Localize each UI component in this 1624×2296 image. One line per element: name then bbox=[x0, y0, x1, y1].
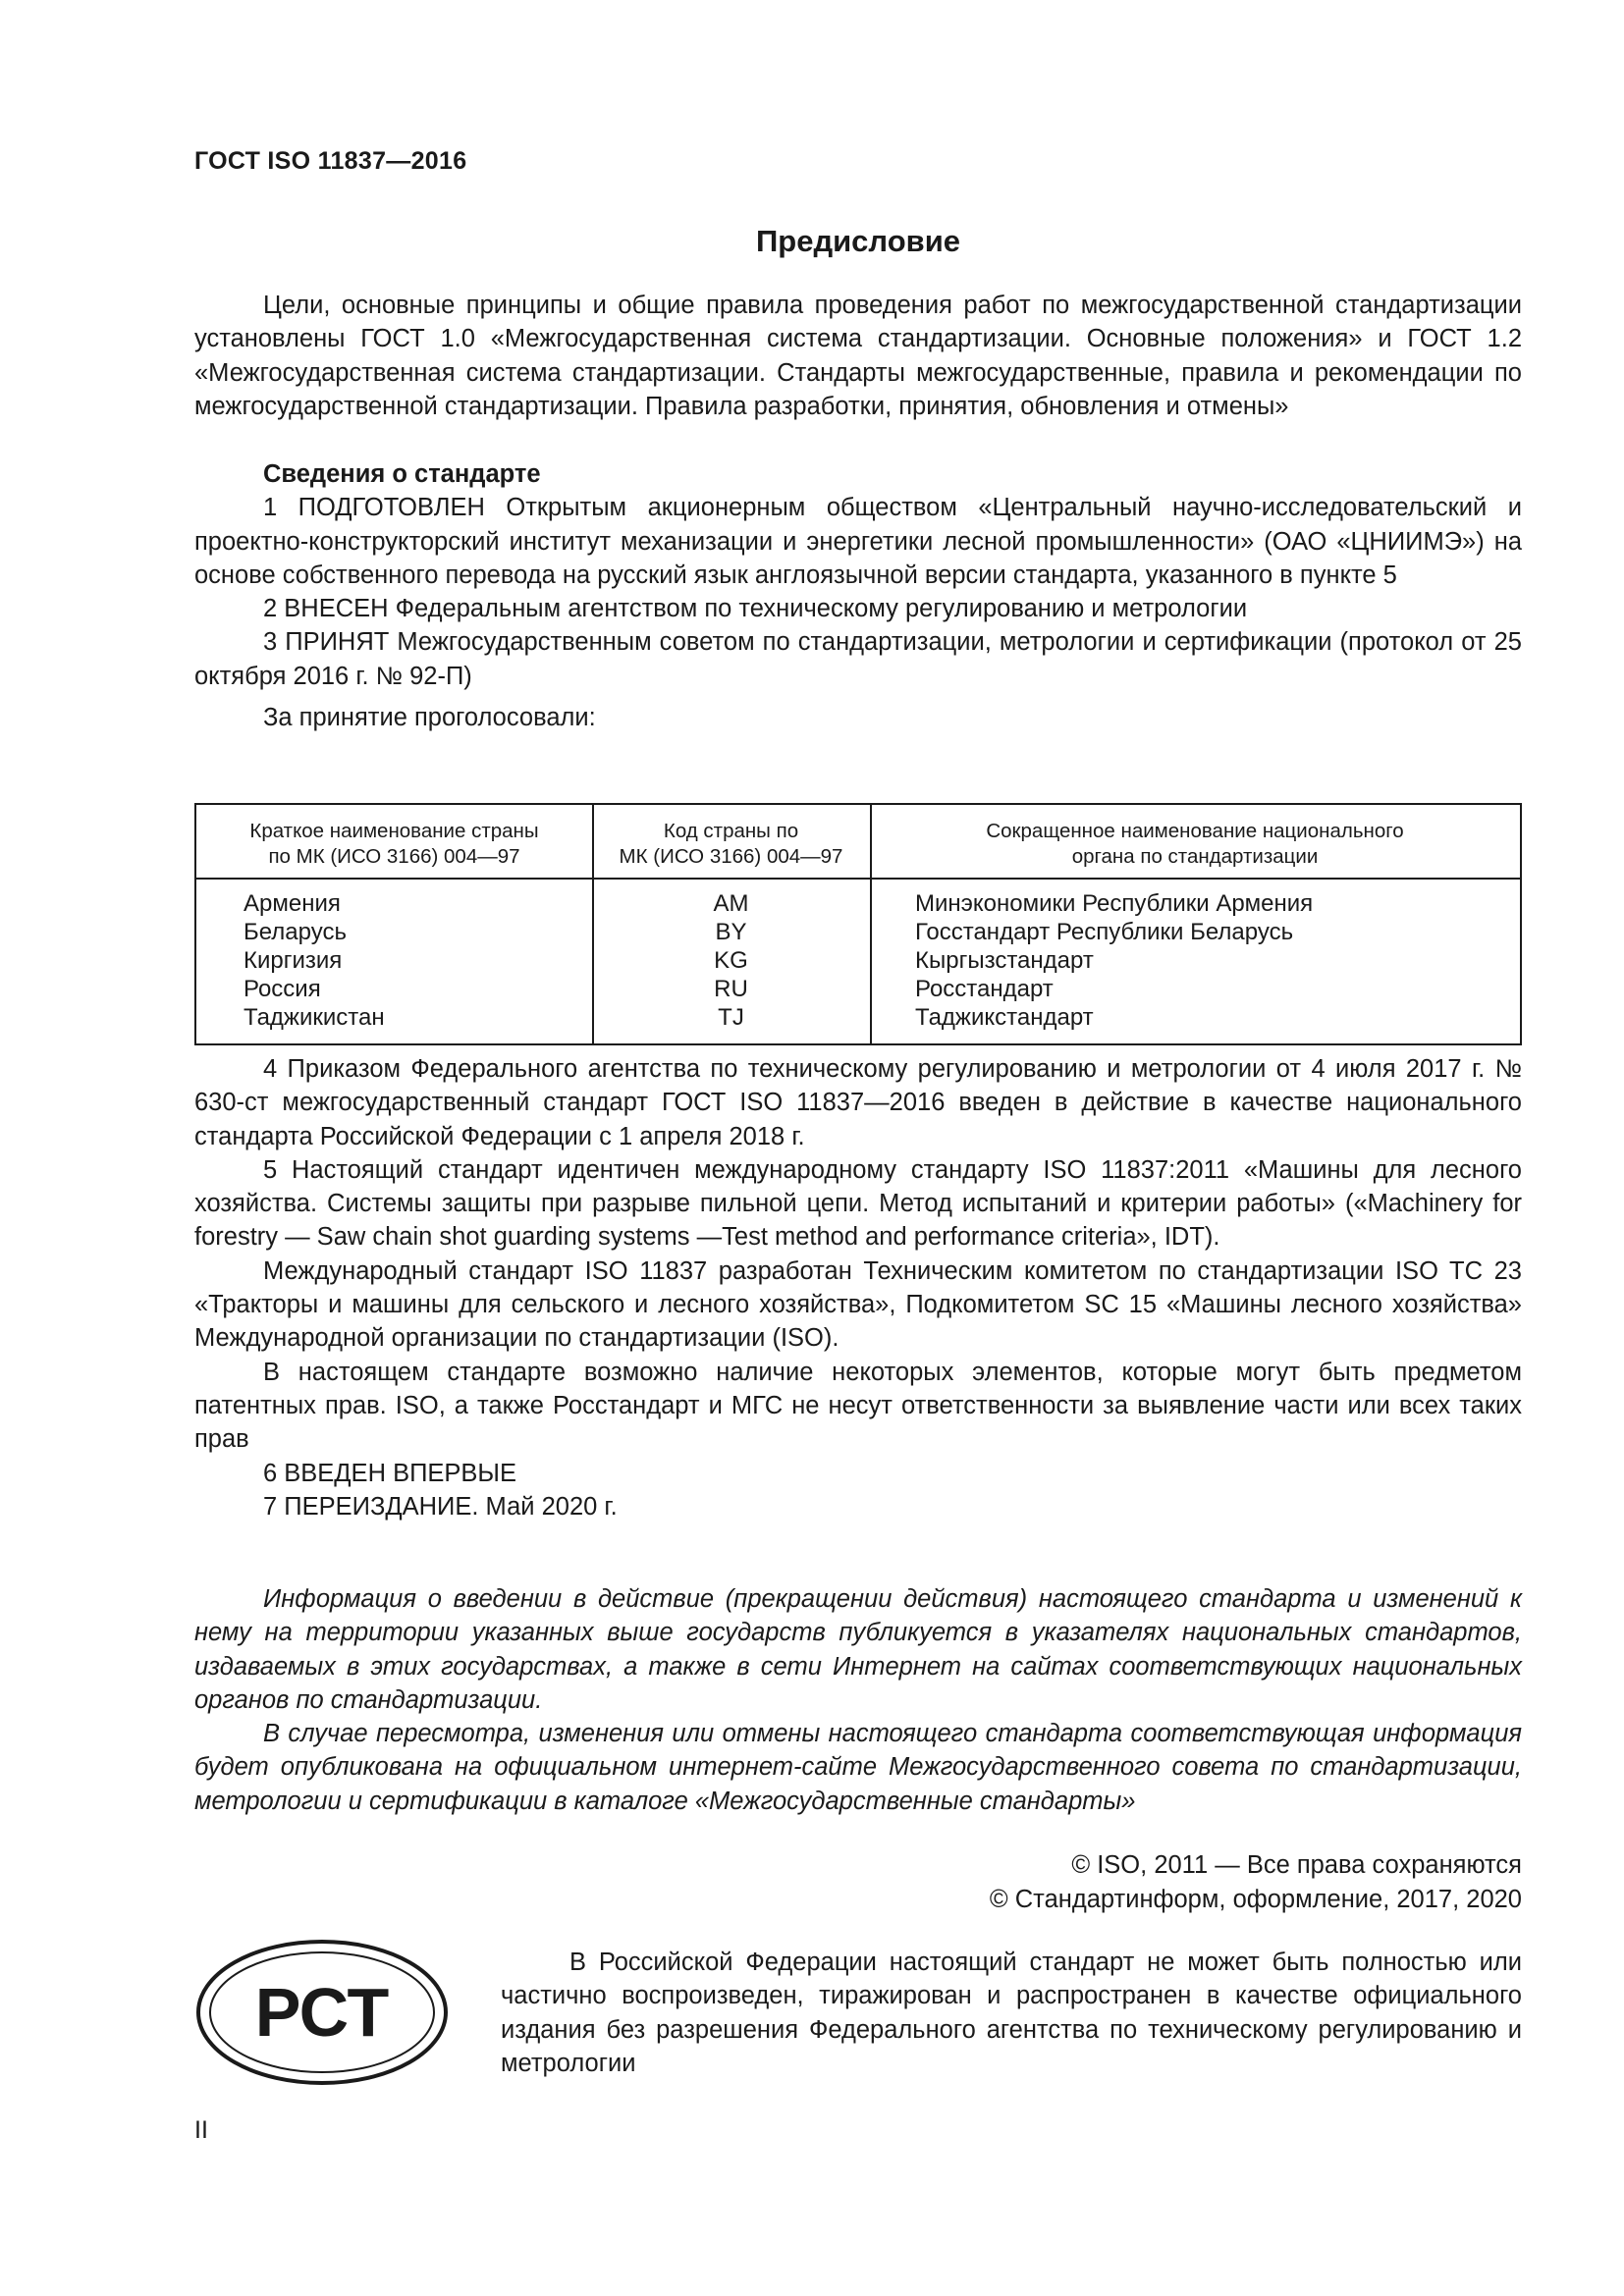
table-header-cell: Краткое наименование страны по МК (ИСО 3166) 004—97 bbox=[249, 820, 539, 868]
voting-table bbox=[194, 803, 1522, 1045]
table-column-code bbox=[592, 805, 872, 1043]
item-5: 5 Настоящий стандарт идентичен международному стандарту ISO 11837:2011 «Машины для лесного хозяйства. Системы защиты при разрыве пильной цепи. Метод испытаний и критерии работы» («Machinery for forestry — Saw chain shot guarding systems —Test method and performance criteria», IDT). bbox=[194, 1155, 1522, 1252]
rf-notice-paragraph: В Российской Федерации настоящий стандарт не может быть полностью или частично воспроизведен, тиражирован и распространен в качестве официального издания без разрешения Федерального агентства по техническому регулированию и метрологии bbox=[501, 1949, 1522, 2077]
table-cell: Таджикистан bbox=[244, 1004, 385, 1031]
body-list bbox=[870, 889, 1520, 1032]
copyright-block bbox=[990, 1848, 1522, 1917]
table-cell: Таджикстандарт bbox=[915, 1004, 1094, 1031]
notice-paragraph-1: Информация о введении в действие (прекращении действия) настоящего стандарта и изменений к нему на территории указанных выше государств публикуется в указателях национальных стандартов, издаваемых в этих государствах, а также в сети Интернет на сайтах соответствующих национальных органов по стандартизации. bbox=[194, 1585, 1522, 1714]
table-cell: Россия bbox=[244, 976, 321, 1002]
table-cell: KG bbox=[714, 947, 748, 974]
item-6: 6 ВВЕДЕН ВПЕРВЫЕ bbox=[263, 1459, 517, 1487]
page-number: II bbox=[194, 2116, 208, 2144]
intro-paragraph: Цели, основные принципы и общие правила проведения работ по межгосударственной стандартизации установлены ГОСТ 1.0 «Межгосударственная система стандартизации. Основные положения» и ГОСТ 1.2 «Межгосударственная система стандартизации. Стандарты межгосударственные, правила и рекомендации по межгосударственной стандартизации. Правила разработки, принятия, обновления и отмены» bbox=[194, 292, 1522, 420]
rf-notice bbox=[501, 1946, 1522, 2080]
code-list bbox=[592, 889, 870, 1032]
item-5-committee: Международный стандарт ISO 11837 разработан Техническим комитетом по стандартизации ISO TC 23 «Тракторы и машины для сельского и лесного хозяйства», Подкомитетом SC 15 «Машины лесного хозяйства» Международной организации по стандартизации (ISO). bbox=[194, 1256, 1522, 1353]
document-id-header: ГОСТ ISO 11837—2016 bbox=[194, 147, 467, 175]
item-5-patent: В настоящем стандарте возможно наличие некоторых элементов, которые могут быть предметом патентных прав. ISO, а также Росстандарт и МГС не несут ответственности за выявление части или всех таких прав bbox=[194, 1358, 1522, 1454]
copyright-iso: © ISO, 2011 — Все права сохраняются bbox=[1071, 1851, 1522, 1879]
notice-paragraph-2: В случае пересмотра, изменения или отмены настоящего стандарта соответствующая информация будет опубликована на официальном интернет-сайте Межгосударственного совета по стандартизации, метрологии и сертификации в каталоге «Межгосударственные стандарты» bbox=[194, 1720, 1522, 1815]
table-cell: AM bbox=[713, 890, 749, 917]
table-header-cell: Код страны по МК (ИСО 3166) 004—97 bbox=[619, 820, 843, 868]
table-header-cell: Сокращенное наименование национального органа по стандартизации bbox=[986, 820, 1404, 868]
logo-text: РСТ bbox=[254, 1974, 390, 2051]
table-cell: Армения bbox=[244, 890, 341, 917]
table-cell: TJ bbox=[718, 1004, 744, 1031]
table-cell: BY bbox=[715, 919, 747, 945]
country-list bbox=[196, 889, 592, 1032]
table-cell: Госстандарт Республики Беларусь bbox=[915, 919, 1294, 945]
table-cell: Беларусь bbox=[244, 919, 347, 945]
table-cell: Кыргызстандарт bbox=[915, 947, 1094, 974]
table-column-country bbox=[196, 805, 594, 1043]
items-section bbox=[194, 1052, 1522, 1523]
notice-section bbox=[194, 1582, 1522, 1818]
table-column-body bbox=[870, 805, 1520, 1043]
table-cell: Минэкономики Республики Армения bbox=[915, 890, 1314, 917]
standard-info-heading: Сведения о стандарте bbox=[263, 460, 541, 488]
standard-info-section bbox=[194, 457, 1522, 734]
table-cell: Киргизия bbox=[244, 947, 343, 974]
intro-section bbox=[194, 289, 1522, 423]
info-item-2: 2 ВНЕСЕН Федеральным агентством по техническому регулированию и метрологии bbox=[263, 595, 1248, 623]
item-7: 7 ПЕРЕИЗДАНИЕ. Май 2020 г. bbox=[263, 1492, 618, 1521]
pst-certification-logo-icon bbox=[194, 1938, 450, 2087]
table-cell: Росстандарт bbox=[915, 976, 1054, 1002]
voted-label: За принятие проголосовали: bbox=[263, 704, 596, 732]
item-4: 4 Приказом Федерального агентства по техническому регулированию и метрологии от 4 июля 2017 г. № 630-ст межгосударственный стандарт ГОСТ ISO 11837—2016 введен в действие в качестве национального стандарта Российской Федерации с 1 апреля 2018 г. bbox=[194, 1055, 1522, 1150]
page-title: Предисловие bbox=[755, 224, 960, 258]
copyright-standartinform: © Стандартинформ, оформление, 2017, 2020 bbox=[989, 1886, 1522, 1913]
table-cell: RU bbox=[714, 976, 748, 1002]
info-item-1: 1 ПОДГОТОВЛЕН Открытым акционерным обществом «Центральный научно-исследовательский и проектно-конструкторский институт механизации и энергетики лесной промышленности» (ОАО «ЦНИИМЭ») на основе собственного перевода на русский язык англоязычной версии стандарта, указанного в пункте 5 bbox=[194, 494, 1522, 589]
info-item-3: 3 ПРИНЯТ Межгосударственным советом по стандартизации, метрологии и сертификации (протокол от 25 октября 2016 г. № 92-П) bbox=[194, 628, 1522, 690]
